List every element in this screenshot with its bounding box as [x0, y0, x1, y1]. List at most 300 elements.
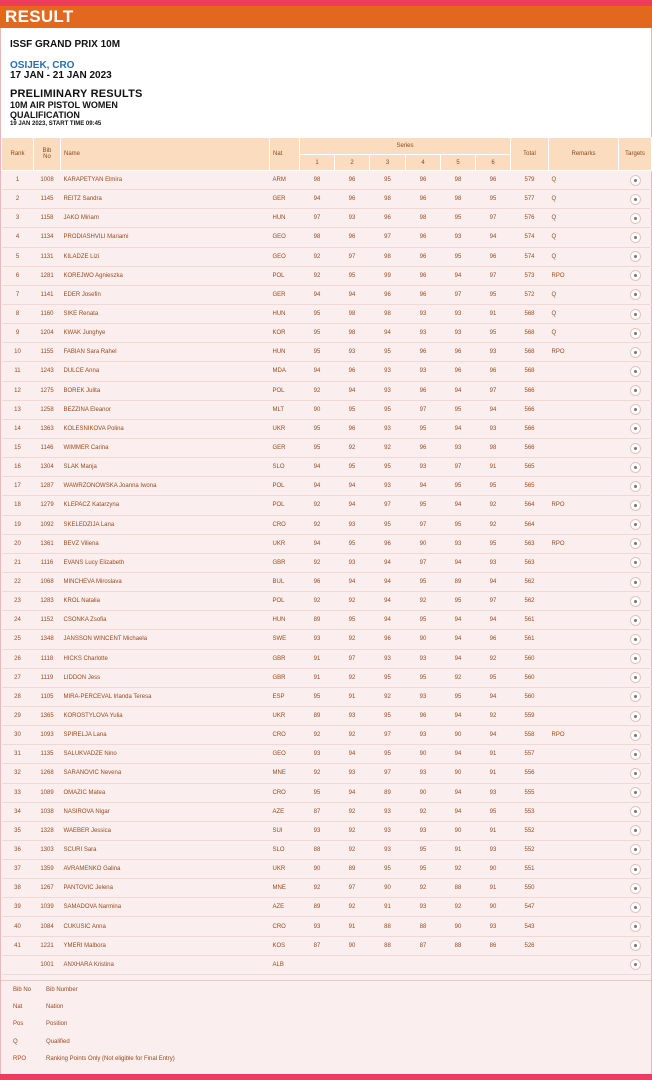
name-cell: MINCHEVA Miroslava — [61, 572, 270, 591]
rank-cell: 15 — [2, 438, 34, 457]
rank-cell: 14 — [2, 419, 34, 438]
series-1-cell: 92 — [300, 381, 335, 400]
name-cell: SKELEDZIJA Lana — [61, 515, 270, 534]
total-cell: 561 — [511, 630, 549, 649]
series-3-cell: 88 — [370, 936, 406, 955]
target-icon[interactable] — [630, 519, 641, 530]
nat-cell: ARM — [270, 171, 300, 190]
series-6-cell: 93 — [476, 553, 511, 572]
remark-cell — [549, 419, 619, 438]
series-2-cell: 96 — [335, 419, 370, 438]
series-2-cell: 93 — [335, 553, 370, 572]
targets-cell — [619, 400, 652, 419]
series-3-cell: 95 — [370, 515, 406, 534]
series-5-cell: 95 — [441, 209, 476, 228]
bib-cell: 1303 — [34, 840, 61, 859]
targets-cell — [619, 209, 652, 228]
app-title: RESULT — [5, 7, 74, 26]
table-row — [2, 745, 652, 764]
remark-cell — [549, 706, 619, 725]
series-5-cell: 94 — [441, 649, 476, 668]
col-name: Name — [61, 138, 270, 171]
rank-cell: 21 — [2, 553, 34, 572]
series-1-cell: 94 — [300, 190, 335, 209]
series-1-cell: 98 — [300, 228, 335, 247]
series-5-cell: 95 — [441, 247, 476, 266]
series-2-cell: 94 — [335, 381, 370, 400]
series-4-cell — [406, 955, 441, 974]
series-2-cell: 90 — [335, 936, 370, 955]
table-row — [2, 630, 652, 649]
target-icon[interactable] — [630, 634, 641, 645]
nat-cell: HUN — [270, 304, 300, 323]
rank-cell: 17 — [2, 477, 34, 496]
legend-item — [1, 1015, 651, 1032]
nat-cell: MNE — [270, 764, 300, 783]
series-5-cell: 98 — [441, 190, 476, 209]
name-cell: JANSSON WINCENT Michaela — [61, 630, 270, 649]
rank-cell: 7 — [2, 285, 34, 304]
target-icon[interactable] — [630, 902, 641, 913]
name-cell: DULCE Anna — [61, 362, 270, 381]
series-2-cell: 94 — [335, 572, 370, 591]
series-2-cell: 93 — [335, 706, 370, 725]
total-cell: 566 — [511, 400, 549, 419]
table-row — [2, 171, 652, 190]
legend-value: Ranking Points Only (Not eligible for Final Entry) — [46, 1055, 175, 1062]
remark-cell — [549, 745, 619, 764]
series-4-cell: 95 — [406, 419, 441, 438]
table-row — [2, 534, 652, 553]
total-cell: 559 — [511, 706, 549, 725]
series-4-cell: 95 — [406, 840, 441, 859]
legend-key: RPO — [13, 1055, 27, 1062]
total-cell: 550 — [511, 879, 549, 898]
rank-cell: 2 — [2, 190, 34, 209]
series-1-cell: 92 — [300, 764, 335, 783]
series-3-cell: 88 — [370, 917, 406, 936]
target-icon[interactable] — [630, 921, 641, 932]
total-cell: 564 — [511, 496, 549, 515]
rank-cell: 23 — [2, 592, 34, 611]
target-icon[interactable] — [630, 328, 641, 339]
targets-cell — [619, 304, 652, 323]
name-cell: SALUKVADZE Nino — [61, 745, 270, 764]
series-6-cell: 94 — [476, 400, 511, 419]
series-1-cell: 95 — [300, 343, 335, 362]
rank-cell: 24 — [2, 611, 34, 630]
table-row — [2, 592, 652, 611]
target-icon[interactable] — [630, 289, 641, 300]
table-header-row — [2, 138, 652, 155]
table-row — [2, 400, 652, 419]
rank-cell: 28 — [2, 687, 34, 706]
nat-cell: GEO — [270, 247, 300, 266]
targets-cell — [619, 649, 652, 668]
series-3-cell: 94 — [370, 572, 406, 591]
name-cell: WAEBER Jessica — [61, 821, 270, 840]
bib-cell: 1145 — [34, 190, 61, 209]
series-4-cell: 93 — [406, 304, 441, 323]
targets-cell — [619, 783, 652, 802]
table-row — [2, 362, 652, 381]
series-2-cell: 96 — [335, 171, 370, 190]
target-icon[interactable] — [630, 940, 641, 951]
nat-cell: UKR — [270, 706, 300, 725]
competition-dates: 17 JAN - 21 JAN 2023 — [10, 70, 112, 81]
series-1-cell: 95 — [300, 438, 335, 457]
title-bar — [0, 6, 652, 28]
rank-cell: 29 — [2, 706, 34, 725]
series-5-cell: 92 — [441, 898, 476, 917]
series-3-cell: 93 — [370, 802, 406, 821]
series-4-cell: 98 — [406, 209, 441, 228]
nat-cell: BUL — [270, 572, 300, 591]
nat-cell: GBR — [270, 649, 300, 668]
series-4-cell: 90 — [406, 745, 441, 764]
nat-cell: HUN — [270, 611, 300, 630]
rank-cell: 20 — [2, 534, 34, 553]
total-cell: 573 — [511, 266, 549, 285]
targets-cell — [619, 343, 652, 362]
nat-cell: AZE — [270, 898, 300, 917]
targets-cell — [619, 458, 652, 477]
targets-cell — [619, 898, 652, 917]
series-1-cell: 95 — [300, 687, 335, 706]
series-3-cell: 94 — [370, 592, 406, 611]
name-cell: EDER Josefin — [61, 285, 270, 304]
rank-cell: 1 — [2, 171, 34, 190]
remark-cell — [549, 764, 619, 783]
target-icon[interactable] — [630, 577, 641, 588]
series-5-cell: 94 — [441, 553, 476, 572]
target-icon[interactable] — [630, 500, 641, 511]
total-cell: 566 — [511, 419, 549, 438]
series-1-cell: 93 — [300, 745, 335, 764]
rank-cell: 9 — [2, 324, 34, 343]
series-4-cell: 97 — [406, 553, 441, 572]
name-cell: SPIRELJA Lana — [61, 726, 270, 745]
series-2-cell: 94 — [335, 783, 370, 802]
series-1-cell — [300, 955, 335, 974]
target-icon[interactable] — [630, 825, 641, 836]
target-icon[interactable] — [630, 959, 641, 970]
target-icon[interactable] — [630, 653, 641, 664]
rank-cell: 37 — [2, 860, 34, 879]
result-document[interactable] — [0, 28, 652, 1074]
table-row — [2, 304, 652, 323]
table-row — [2, 438, 652, 457]
rank-cell: 11 — [2, 362, 34, 381]
remark-cell — [549, 668, 619, 687]
table-row — [2, 917, 652, 936]
series-6-cell: 95 — [476, 534, 511, 553]
bib-cell: 1118 — [34, 649, 61, 668]
series-3-cell: 95 — [370, 171, 406, 190]
series-5-cell: 92 — [441, 860, 476, 879]
target-icon[interactable] — [630, 787, 641, 798]
series-3-cell: 97 — [370, 726, 406, 745]
remark-cell — [549, 879, 619, 898]
series-3-cell: 95 — [370, 668, 406, 687]
name-cell: BOREK Julita — [61, 381, 270, 400]
series-3-cell: 97 — [370, 228, 406, 247]
rank-cell: 38 — [2, 879, 34, 898]
series-1-cell: 95 — [300, 419, 335, 438]
series-6-cell — [476, 955, 511, 974]
bib-cell: 1039 — [34, 898, 61, 917]
targets-cell — [619, 936, 652, 955]
bib-cell: 1160 — [34, 304, 61, 323]
series-3-cell: 93 — [370, 649, 406, 668]
series-1-cell: 98 — [300, 171, 335, 190]
col-remarks: Remarks — [549, 138, 619, 171]
nat-cell: GBR — [270, 668, 300, 687]
series-4-cell: 95 — [406, 572, 441, 591]
target-icon[interactable] — [630, 385, 641, 396]
target-icon[interactable] — [630, 404, 641, 415]
series-5-cell: 92 — [441, 668, 476, 687]
targets-cell — [619, 592, 652, 611]
rank-cell: 25 — [2, 630, 34, 649]
col-series-3: 3 — [370, 155, 406, 171]
bib-cell: 1068 — [34, 572, 61, 591]
series-2-cell: 93 — [335, 343, 370, 362]
target-icon[interactable] — [630, 251, 641, 262]
target-icon[interactable] — [630, 864, 641, 875]
series-2-cell: 92 — [335, 840, 370, 859]
table-row — [2, 936, 652, 955]
series-5-cell: 94 — [441, 802, 476, 821]
target-icon[interactable] — [630, 366, 641, 377]
bib-cell: 1258 — [34, 400, 61, 419]
series-5-cell: 94 — [441, 630, 476, 649]
bib-cell: 1204 — [34, 324, 61, 343]
targets-cell — [619, 840, 652, 859]
series-3-cell: 94 — [370, 324, 406, 343]
name-cell: WIMMER Carina — [61, 438, 270, 457]
target-icon[interactable] — [630, 443, 641, 454]
series-5-cell: 90 — [441, 917, 476, 936]
remark-cell — [549, 687, 619, 706]
legend-key: Pos — [13, 1021, 24, 1028]
total-cell: 563 — [511, 553, 549, 572]
series-6-cell: 96 — [476, 171, 511, 190]
table-row — [2, 496, 652, 515]
remark-cell — [549, 802, 619, 821]
remark-cell — [549, 592, 619, 611]
series-3-cell: 93 — [370, 381, 406, 400]
name-cell: KOREJWO Agnieszka — [61, 266, 270, 285]
series-3-cell: 93 — [370, 840, 406, 859]
series-4-cell: 96 — [406, 228, 441, 247]
legend-value: Qualified — [46, 1038, 70, 1045]
nat-cell: KOS — [270, 936, 300, 955]
target-icon[interactable] — [630, 844, 641, 855]
targets-cell — [619, 553, 652, 572]
targets-cell — [619, 706, 652, 725]
series-3-cell: 98 — [370, 190, 406, 209]
series-6-cell: 86 — [476, 936, 511, 955]
series-5-cell — [441, 955, 476, 974]
col-series: Series — [300, 138, 511, 155]
series-5-cell: 96 — [441, 343, 476, 362]
series-3-cell: 92 — [370, 438, 406, 457]
target-icon[interactable] — [630, 806, 641, 817]
target-icon[interactable] — [630, 730, 641, 741]
targets-cell — [619, 726, 652, 745]
remark-cell: RPO — [549, 343, 619, 362]
series-3-cell: 91 — [370, 898, 406, 917]
table-row — [2, 860, 652, 879]
rank-cell: 27 — [2, 668, 34, 687]
target-icon[interactable] — [630, 711, 641, 722]
target-icon[interactable] — [630, 672, 641, 683]
name-cell: BEVZ Viliena — [61, 534, 270, 553]
rank-cell: 34 — [2, 802, 34, 821]
bib-cell: 1155 — [34, 343, 61, 362]
bib-cell: 1275 — [34, 381, 61, 400]
series-5-cell: 94 — [441, 381, 476, 400]
bib-cell: 1267 — [34, 879, 61, 898]
series-2-cell: 96 — [335, 228, 370, 247]
series-4-cell: 93 — [406, 687, 441, 706]
series-2-cell: 93 — [335, 209, 370, 228]
col-bib: Bib No — [34, 138, 61, 171]
total-cell: 551 — [511, 860, 549, 879]
target-icon[interactable] — [630, 213, 641, 224]
rank-cell: 39 — [2, 898, 34, 917]
series-4-cell: 95 — [406, 611, 441, 630]
target-icon[interactable] — [630, 481, 641, 492]
remark-cell: Q — [549, 285, 619, 304]
series-5-cell: 95 — [441, 687, 476, 706]
target-icon[interactable] — [630, 749, 641, 760]
series-3-cell: 94 — [370, 553, 406, 572]
targets-cell — [619, 572, 652, 591]
total-cell: 561 — [511, 611, 549, 630]
nat-cell: SUI — [270, 821, 300, 840]
target-icon[interactable] — [630, 462, 641, 473]
targets-cell — [619, 879, 652, 898]
table-row — [2, 515, 652, 534]
target-icon[interactable] — [630, 883, 641, 894]
series-2-cell: 92 — [335, 668, 370, 687]
bib-cell: 1001 — [34, 955, 61, 974]
series-4-cell: 93 — [406, 362, 441, 381]
targets-cell — [619, 228, 652, 247]
series-1-cell: 92 — [300, 553, 335, 572]
total-cell: 562 — [511, 592, 549, 611]
targets-cell — [619, 419, 652, 438]
total-cell: 560 — [511, 668, 549, 687]
rank-cell: 36 — [2, 840, 34, 859]
bib-cell: 1135 — [34, 745, 61, 764]
target-icon[interactable] — [630, 557, 641, 568]
total-cell: 560 — [511, 649, 549, 668]
target-icon[interactable] — [630, 194, 641, 205]
series-6-cell: 90 — [476, 898, 511, 917]
total-cell: 556 — [511, 764, 549, 783]
target-icon[interactable] — [630, 232, 641, 243]
remark-cell — [549, 611, 619, 630]
series-3-cell: 92 — [370, 687, 406, 706]
series-3-cell: 95 — [370, 400, 406, 419]
targets-cell — [619, 821, 652, 840]
bib-cell: 1152 — [34, 611, 61, 630]
table-row — [2, 649, 652, 668]
target-icon[interactable] — [630, 309, 641, 320]
series-3-cell: 98 — [370, 247, 406, 266]
bib-cell: 1092 — [34, 515, 61, 534]
target-icon[interactable] — [630, 175, 641, 186]
series-4-cell: 88 — [406, 917, 441, 936]
series-4-cell: 95 — [406, 668, 441, 687]
target-icon[interactable] — [630, 347, 641, 358]
rank-cell: 16 — [2, 458, 34, 477]
series-6-cell: 93 — [476, 419, 511, 438]
target-icon[interactable] — [630, 691, 641, 702]
targets-cell — [619, 611, 652, 630]
legend-value: Position — [46, 1021, 68, 1028]
legend-item — [1, 1033, 651, 1050]
remark-cell: RPO — [549, 266, 619, 285]
series-1-cell: 92 — [300, 592, 335, 611]
nat-cell: ALB — [270, 955, 300, 974]
target-icon[interactable] — [630, 596, 641, 607]
total-cell: 562 — [511, 572, 549, 591]
target-icon[interactable] — [630, 615, 641, 626]
series-2-cell: 92 — [335, 726, 370, 745]
series-5-cell: 94 — [441, 496, 476, 515]
series-2-cell: 94 — [335, 496, 370, 515]
series-5-cell: 95 — [441, 515, 476, 534]
series-3-cell: 96 — [370, 285, 406, 304]
nat-cell: MDA — [270, 362, 300, 381]
targets-cell — [619, 802, 652, 821]
remark-cell — [549, 630, 619, 649]
bib-cell: 1146 — [34, 438, 61, 457]
target-icon[interactable] — [630, 270, 641, 281]
total-cell — [511, 955, 549, 974]
remark-cell — [549, 955, 619, 974]
series-1-cell: 95 — [300, 783, 335, 802]
series-1-cell: 94 — [300, 477, 335, 496]
legend-key: Q — [13, 1038, 18, 1045]
name-cell: ANXHARA Kristina — [61, 955, 270, 974]
target-icon[interactable] — [630, 538, 641, 549]
nat-cell: UKR — [270, 860, 300, 879]
col-rank: Rank — [2, 138, 34, 171]
series-4-cell: 96 — [406, 438, 441, 457]
series-4-cell: 92 — [406, 879, 441, 898]
table-row — [2, 726, 652, 745]
series-2-cell: 94 — [335, 285, 370, 304]
target-icon[interactable] — [630, 423, 641, 434]
series-3-cell: 95 — [370, 860, 406, 879]
series-2-cell: 93 — [335, 515, 370, 534]
series-6-cell: 94 — [476, 687, 511, 706]
table-row — [2, 572, 652, 591]
table-row — [2, 840, 652, 859]
name-cell: EVANS Lucy Elizabeth — [61, 553, 270, 572]
rank-cell: 13 — [2, 400, 34, 419]
nat-cell: AZE — [270, 802, 300, 821]
remark-cell: RPO — [549, 534, 619, 553]
name-cell: KOROSTYLOVA Yulia — [61, 706, 270, 725]
series-1-cell: 94 — [300, 458, 335, 477]
target-icon[interactable] — [630, 768, 641, 779]
